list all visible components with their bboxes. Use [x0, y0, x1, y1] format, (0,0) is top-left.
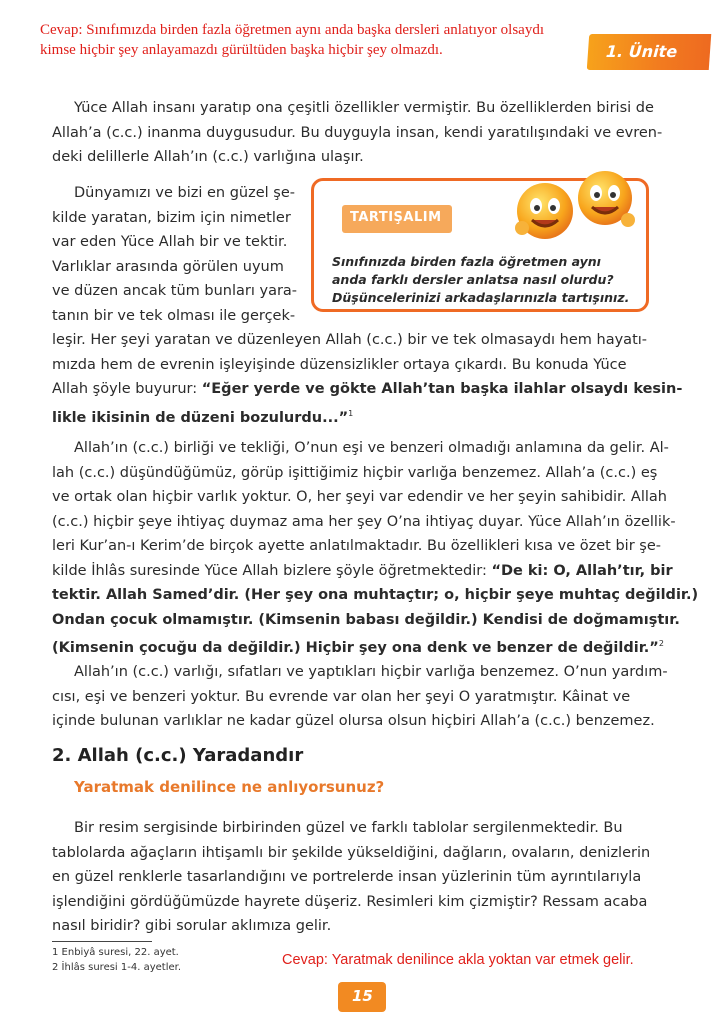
smiley-face-icon	[572, 166, 638, 236]
text-line: lah (c.c.) düşündüğümüz, görüp işittiğimiz hiçbir varlığa benzemez. Allah’a (c.c.) eş	[52, 464, 658, 481]
paragraph-4	[52, 660, 668, 734]
subsection-question: Yaratmak denilince ne anlıyorsunuz?	[74, 778, 385, 796]
footnote: 1 Enbiyâ suresi, 22. ayet.	[52, 947, 179, 958]
text-line: Allah’ın (c.c.) varlığı, sıfatları ve yaptıkları hiçbir varlığa benzemez. O’nun yardım-	[74, 664, 668, 680]
text-line: ve ortak olan hiçbir varlık yoktur. O, her şeyi var edendir ve her şeyin sahibidir. Allah	[52, 489, 667, 505]
text-line: Allah’ın (c.c.) birliği ve tekliği, O’nun eşi ve benzeri olmadığı anlamına da gelir. Al-	[74, 440, 669, 456]
paragraph-1	[52, 96, 663, 170]
verse-quote: Ondan çocuk olmamıştır. (Kimsenin babası değildir.) Kendisi de doğmamıştır.	[52, 611, 680, 628]
text-line	[52, 377, 683, 402]
text-plain: kilde İhlâs suresinde Yüce Allah bizlere şöyle öğretmektedir:	[52, 562, 492, 579]
text-line: tablolarda ağaçların ihtişamlı bir şekilde yükseldiğini, dağların, ovaların, denizlerin	[52, 844, 651, 861]
footnote-divider	[52, 941, 152, 942]
verse-quote: “De ki: O, Allah’tır, bir	[491, 562, 673, 579]
text-line: cısı, eşi ve benzeri yoktur. Bu evrende var olan her şeyi O yaratmıştır. Kâinat ve	[52, 688, 631, 705]
footnotes	[52, 945, 181, 975]
verse-quote: likle ikisinin de düzeni bozulurdu...”	[52, 409, 349, 426]
text-line: en güzel renklerle tasarlandığını ve portrelerde insan yüzlerinin tüm ayrıntılarıyla	[52, 869, 642, 885]
text-line: Yüce Allah insanı yaratıp ona çeşitli özellikler vermiştir. Bu özelliklerden birisi de	[74, 100, 654, 116]
text-line	[52, 559, 673, 584]
paragraph-5	[52, 816, 652, 939]
text-line: (c.c.) hiçbir şeye ihtiyaç duymaz ama her şey O’na ihtiyaç duyar. Yüce Allah’ın özellik-	[52, 513, 676, 530]
text-line	[52, 632, 664, 660]
answer-line: Cevap: Sınıfımızda birden fazla öğretmen aynı anda başka dersleri anlatıyor olsaydı	[40, 22, 544, 38]
text-line: Varlıklar arasında görülen uyum	[52, 258, 284, 275]
handwritten-answer-bottom: Cevap: Yaratmak denilince akla yoktan var etmek gelir.	[282, 952, 634, 968]
discussion-tag	[342, 205, 452, 233]
discussion-line: Düşüncelerinizi arkadaşlarınızla tartışınız.	[332, 290, 630, 305]
text-line: nasıl biridir? gibi sorular aklımıza gelir.	[52, 918, 332, 934]
text-line: mızda hem de evrenin işleyişinde düzensizlikler ortaya çıkardı. Bu konuda Yüce	[52, 356, 627, 373]
handwritten-answer-top	[40, 20, 580, 60]
discussion-tag-label: TARTIŞALIM	[350, 210, 442, 225]
text-plain: Allah şöyle buyurur:	[52, 381, 202, 397]
verse-quote: “Eğer yerde ve gökte Allah’tan başka ilahlar olsaydı kesin-	[201, 381, 683, 397]
text-line: ve düzen ancak tüm bunları yara-	[52, 283, 298, 299]
footnote-ref: 1	[348, 408, 354, 418]
discussion-text	[332, 253, 632, 307]
smiley-face-icon	[512, 178, 578, 244]
text-line: işlendiğini gördüğümüzde hayrete düşeriz. Resimleri kim çizmiştir? Ressam acaba	[52, 893, 648, 910]
unit-tab	[587, 34, 712, 70]
text-line: Dünyamızı ve bizi en güzel şe-	[74, 185, 295, 201]
paragraph-2-narrow	[52, 181, 300, 328]
section-heading: 2. Allah (c.c.) Yaradandır	[52, 745, 304, 766]
unit-label: 1. Ünite	[605, 42, 678, 61]
text-line: leşir. Her şeyi yaratan ve düzenleyen Allah (c.c.) bir ve tek olmasaydı hem hayatı-	[52, 332, 648, 348]
text-line: var eden Yüce Allah bir ve tektir.	[52, 234, 288, 250]
discussion-line: Sınıfınızda birden fazla öğretmen aynı	[332, 254, 601, 269]
text-line: deki delillerle Allah’ın (c.c.) varlığına ulaşır.	[52, 149, 364, 165]
paragraph-2-continued	[52, 328, 683, 430]
footnote-ref: 2	[658, 639, 664, 648]
text-line: kilde yaratan, bizim için nimetler	[52, 209, 291, 226]
page-number: 15	[352, 987, 373, 1005]
footnote: 2 İhlâs suresi 1-4. ayetler.	[52, 962, 181, 973]
answer-line: kimse hiçbir şey anlayamazdı gürültüden başka hiçbir şey olmazdı.	[40, 42, 443, 58]
paragraph-3	[52, 436, 699, 660]
text-line: içinde bulunan varlıklar ne kadar güzel olursa olsun hiçbiri Allah’a (c.c.) benzemez.	[52, 713, 655, 729]
text-line: Allah’a (c.c.) inanma duygusudur. Bu duyguyla insan, kendi yaratılışındaki ve evren-	[52, 124, 663, 141]
text-line: Bir resim sergisinde birbirinden güzel ve farklı tablolar sergilenmektedir. Bu	[74, 820, 623, 836]
discussion-line: anda farklı dersler anlatsa nasıl olurdu?	[332, 272, 614, 287]
verse-quote: tektir. Allah Samed’dir. (Her şey ona muhtaçtır; o, hiçbir şeye muhtaç değildir.)	[52, 587, 699, 603]
text-line: tanın bir ve tek olması ile gerçek-	[52, 307, 296, 324]
text-line: leri Kur’an-ı Kerim’de birçok ayette anlatılmaktadır. Bu özellikleri kısa ve özet bir şe-	[52, 538, 661, 554]
text-line	[52, 402, 652, 430]
verse-quote: (Kimsenin çocuğu da değildir.) Hiçbir şey ona denk ve benzer de değildir.”	[52, 639, 659, 656]
page-number-badge	[338, 982, 386, 1012]
